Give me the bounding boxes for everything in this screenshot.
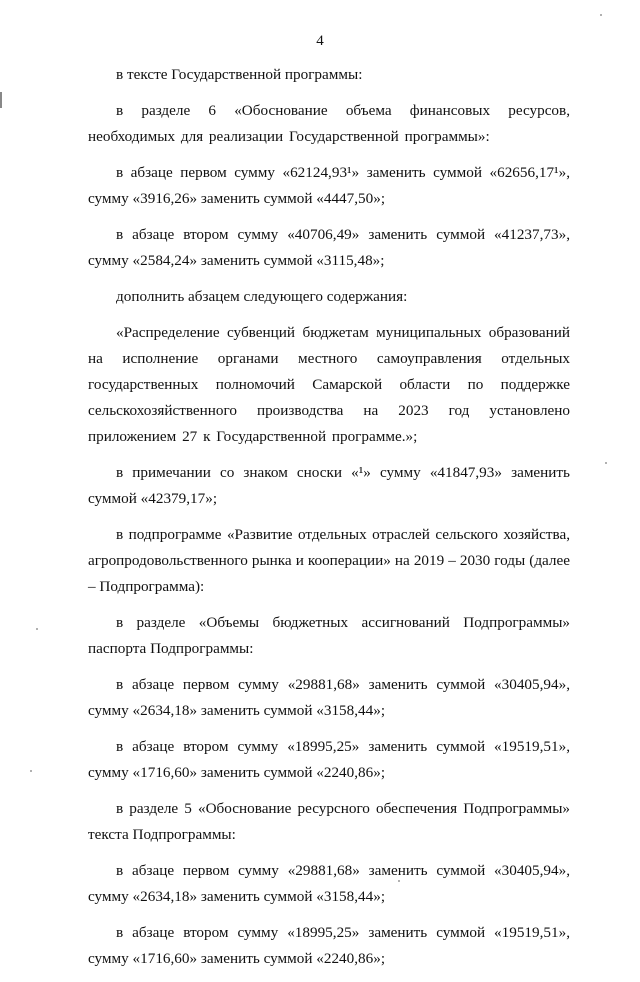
paragraph: «Распределение субвенций бюджетам муниципальных образований на исполнение органами местного самоуправления отдельных государственных полномочий Самарской области по поддержке сельскохозяйственного производства на 2023 год установлено приложением 27 к Государственной программе.»; xyxy=(88,324,570,445)
document-body xyxy=(88,62,570,982)
page-number: 4 xyxy=(316,33,324,49)
scan-speck xyxy=(600,14,602,16)
paragraph: в разделе «Объемы бюджетных ассигнований Подпрограммы» паспорта Подпрограммы: xyxy=(88,614,570,657)
scan-speck xyxy=(36,628,38,630)
paragraph: дополнить абзацем следующего содержания: xyxy=(116,288,408,305)
scan-edge-mark xyxy=(0,92,2,108)
paragraph: в примечании со знаком сноски «¹» сумму «41847,93» заменить суммой «42379,17»; xyxy=(88,464,570,507)
paragraph: в тексте Государственной программы: xyxy=(116,66,363,83)
paragraph: в абзаце первом сумму «62124,93¹» заменить суммой «62656,17¹», сумму «3916,26» заменить суммой «4447,50»; xyxy=(88,164,570,207)
scan-speck xyxy=(605,462,607,464)
paragraph: в абзаце втором сумму «40706,49» заменить суммой «41237,73», сумму «2584,24» заменить суммой «3115,48»; xyxy=(88,226,570,269)
paragraph: в разделе 5 «Обоснование ресурсного обеспечения Подпрограммы» текста Подпрограммы: xyxy=(88,800,570,843)
paragraph: в подпрограмме «Развитие отдельных отраслей сельского хозяйства, агропродовольственного рынка и кооперации» на 2019 – 2030 годы (далее – Подпрограмма): xyxy=(88,526,570,595)
paragraph: в абзаце втором сумму «18995,25» заменить суммой «19519,51», сумму «1716,60» заменить суммой «2240,86»; xyxy=(88,924,570,967)
paragraph: в абзаце первом сумму «29881,68» заменить суммой «30405,94», сумму «2634,18» заменить суммой «3158,44»; xyxy=(88,862,570,905)
scan-speck xyxy=(30,770,32,772)
paragraph: в абзаце втором сумму «18995,25» заменить суммой «19519,51», сумму «1716,60» заменить суммой «2240,86»; xyxy=(88,738,570,781)
paragraph: в абзаце первом сумму «29881,68» заменить суммой «30405,94», сумму «2634,18» заменить суммой «3158,44»; xyxy=(88,676,570,719)
paragraph: в разделе 6 «Обоснование объема финансовых ресурсов, необходимых для реализации Государственной программы»: xyxy=(88,102,570,145)
